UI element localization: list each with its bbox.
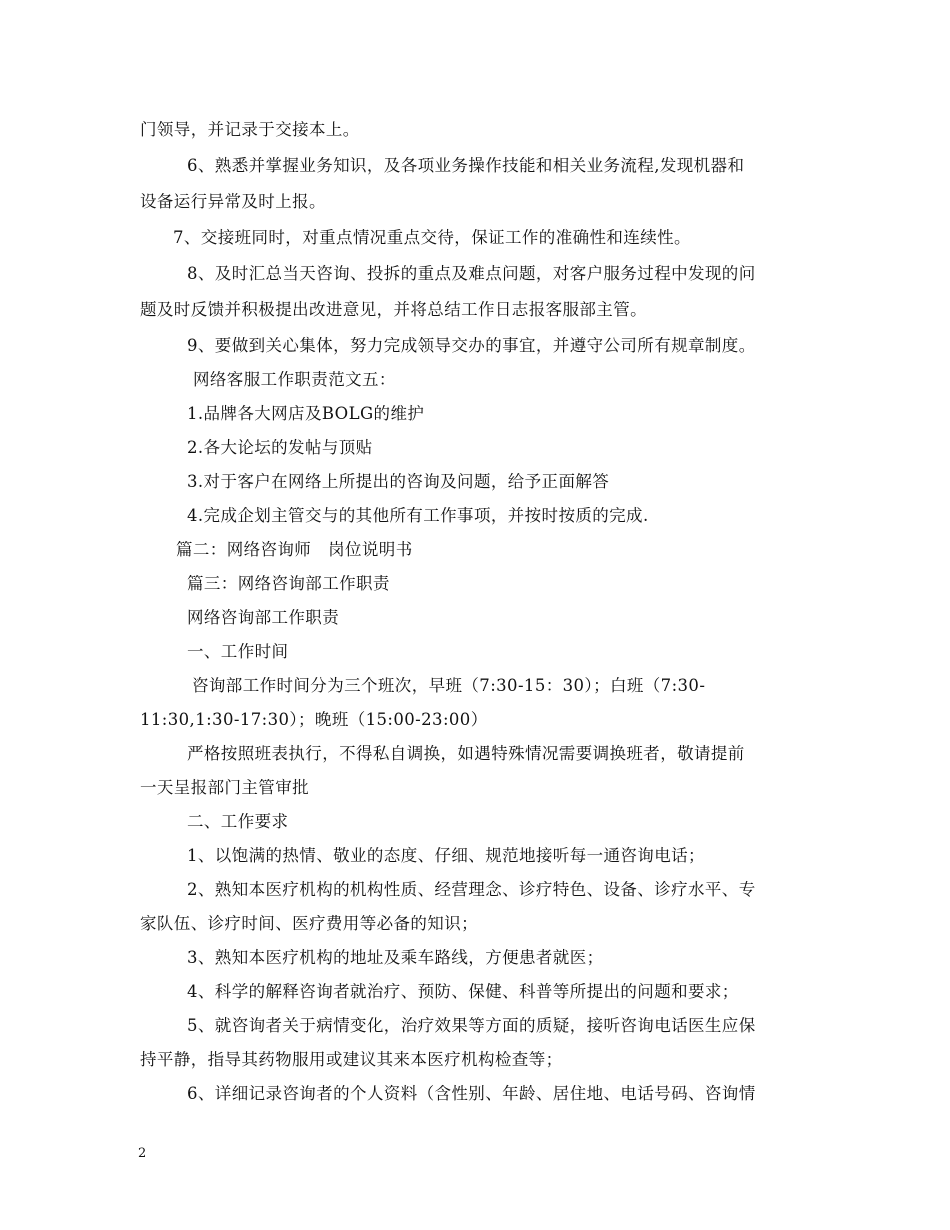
text-line: 篇二：网络咨询师 岗位说明书	[176, 540, 413, 559]
text-line: 6、详细记录咨询者的个人资料（含性别、年龄、居住地、电话号码、咨询情	[187, 1084, 756, 1103]
text-line: 设备运行异常及时上报。	[140, 192, 326, 211]
text-line: 9、要做到关心集体，努力完成领导交办的事宜，并遵守公司所有规章制度。	[187, 336, 756, 355]
text-line: 1.品牌各大网店及BOLG的维护	[187, 404, 425, 423]
text-line: 一、工作时间	[187, 642, 289, 661]
text-line: 2.各大论坛的发帖与顶贴	[187, 438, 373, 457]
text-line: 家队伍、诊疗时间、医疗费用等必备的知识；	[140, 914, 478, 933]
page-number: 2	[138, 1146, 147, 1161]
text-line: 6、熟悉并掌握业务知识，及各项业务操作技能和相关业务流程,发现机器和	[187, 156, 745, 175]
text-line: 5、就咨询者关于病情变化，治疗效果等方面的质疑，接听咨询电话医生应保	[187, 1016, 756, 1035]
text-line: 一天呈报部门主管审批	[140, 778, 309, 797]
text-line: 2、熟知本医疗机构的机构性质、经营理念、诊疗特色、设备、诊疗水平、专	[187, 880, 756, 899]
text-line: 11:30,1:30-17:30）；晚班（15:00-23:00）	[140, 710, 488, 729]
text-line: 8、及时汇总当天咨询、投拆的重点及难点问题，对客户服务过程中发现的问	[187, 264, 756, 283]
text-line: 严格按照班表执行，不得私自调换，如遇特殊情况需要调换班者，敬请提前	[187, 744, 745, 763]
text-line: 3、熟知本医疗机构的地址及乘车路线，方便患者就医；	[187, 948, 604, 967]
text-line: 篇三：网络咨询部工作职责	[187, 574, 390, 593]
text-line: 二、工作要求	[187, 812, 289, 831]
text-line: 咨询部工作时间分为三个班次，早班（7:30-15：30）；白班（7:30-	[192, 676, 706, 695]
text-line: 4、科学的解释咨询者就治疗、预防、保健、科普等所提出的问题和要求；	[187, 982, 739, 1001]
text-line: 3.对于客户在网络上所提出的咨询及问题，给予正面解答	[187, 472, 610, 491]
text-line: 4.完成企划主管交与的其他所有工作事项，并按时按质的完成.	[187, 506, 649, 525]
text-line: 7、交接班同时，对重点情况重点交待，保证工作的准确性和连续性。	[173, 228, 691, 247]
text-line: 1、以饱满的热情、敬业的态度、仔细、规范地接听每一通咨询电话；	[187, 846, 705, 865]
text-line: 题及时反馈并积极提出改进意见，并将总结工作日志报客服部主管。	[140, 300, 647, 319]
text-line: 持平静，指导其药物服用或建议其来本医疗机构检查等；	[140, 1050, 563, 1069]
text-line: 门领导，并记录于交接本上。	[140, 120, 360, 139]
text-line: 网络咨询部工作职责	[187, 608, 340, 627]
text-line: 网络客服工作职责范文五：	[193, 370, 396, 389]
